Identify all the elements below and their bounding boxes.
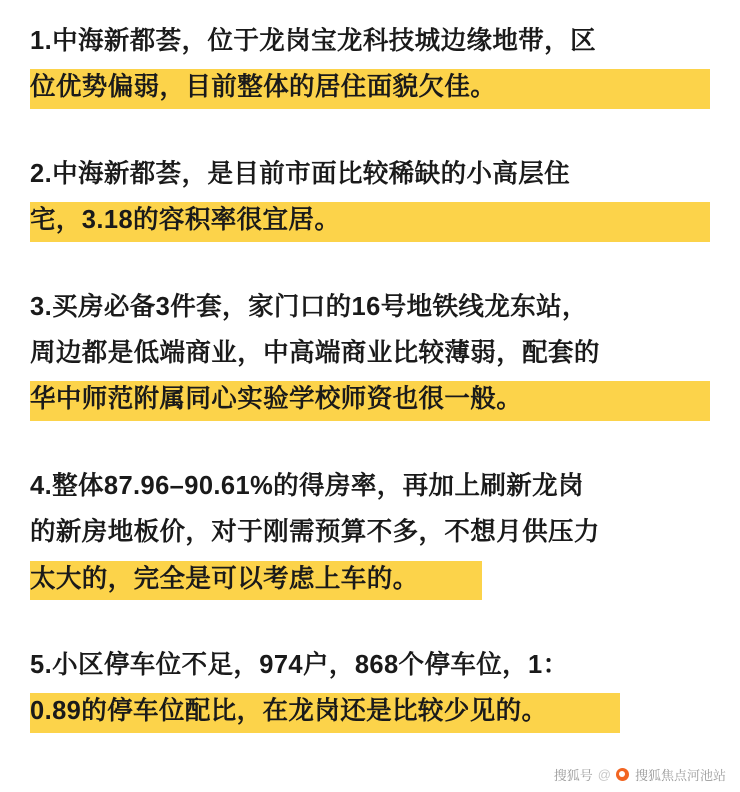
text-line: 华中师范附属同心实验学校师资也很一般。 [30,385,523,414]
text-line: 的新房地板价，对于刚需预算不多，不想月供压力 [30,518,600,547]
paragraph-point-3 [30,284,714,423]
highlighted-text-line [30,376,714,422]
text-line: 宅，3.18的容积率很宜居。 [30,206,341,235]
footer-site-label: 搜狐焦点河池站 [634,768,726,783]
sohu-logo-icon [616,768,629,781]
paragraph-point-2 [30,151,714,244]
highlighted-text-line [30,688,714,734]
text-line: 1.中海新都荟，位于龙岗宝龙科技城边缘地带，区 [30,27,596,55]
text-line: 0.89的停车位配比，在龙岗还是比较少见的。 [30,697,548,726]
footer-brand-label: 搜狐号 [553,768,593,783]
text-line: 2.中海新都荟，是目前市面比较稀缺的小高层住 [30,159,571,188]
highlighted-text-line [30,197,714,243]
footer-watermark [554,765,726,784]
text-line: 4.整体87.96–90.61%的得房率，再加上刷新龙岗 [30,471,584,500]
text-line: 5.小区停车位不足，974户，868个停车位，1： [30,651,569,680]
paragraph-point-5 [30,642,714,735]
text-line: 周边都是低端商业，中高端商业比较薄弱，配套的 [30,339,600,368]
highlighted-text-line [30,64,714,110]
paragraph-point-4 [30,463,714,602]
text-line: 3.买房必备3件套，家门口的16号地铁线龙东站， [30,292,588,321]
paragraph-point-1 [30,18,714,111]
highlighted-text-line [30,556,714,602]
text-line: 太大的，完全是可以考虑上车的。 [30,564,419,593]
footer-separator: @ [597,767,611,782]
text-line: 位优势偏弱，目前整体的居住面貌欠佳。 [30,73,497,102]
